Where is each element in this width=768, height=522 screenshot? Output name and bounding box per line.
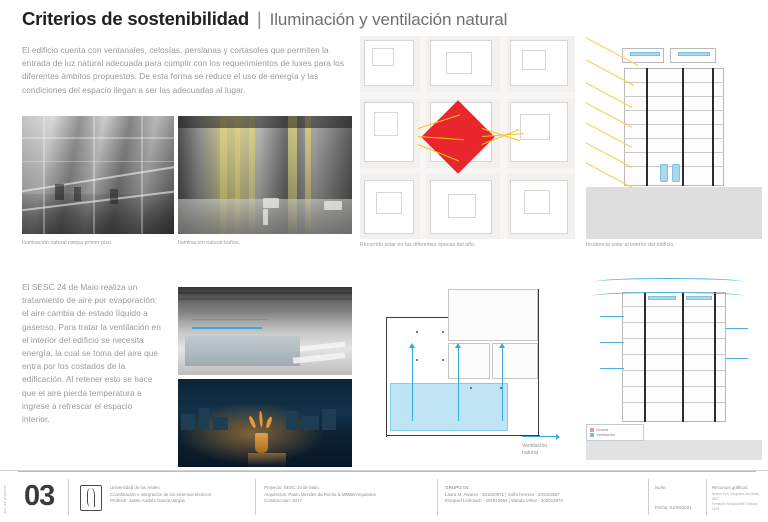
board-header xyxy=(22,8,748,34)
university-info xyxy=(110,485,250,505)
caption-solar-map: Recorrido solar en las diferentes épocas del año. xyxy=(360,242,476,248)
course-name: Coordinación e integración de los sistemas técnicos xyxy=(110,491,212,497)
page-subtitle: Iluminación y ventilación natural xyxy=(269,10,508,29)
ventilation-paragraph: El SESC 24 de Maio realiza un tratamiento de aire por evaporación: el aire cambia de estado líquido a gaseoso. Para tratar la ventilación en el interior del edificio se necesita energía, la cual se toma del aire que entra por los costados de la edificación. Al retener esto se hace que el aire pierda temperatura e ingrese a refrescar el espacio interior. xyxy=(22,282,161,425)
footer-divider xyxy=(18,471,756,472)
group-members-row-2: Ezequiel Leibovich - 201912984 | Wanda Vélez - 202013870 xyxy=(445,498,563,504)
sheet-number: 03 xyxy=(24,480,55,512)
footer-separator xyxy=(706,479,707,515)
footer-separator xyxy=(648,479,649,515)
project-construction-year: Construcción: 2017 xyxy=(264,498,302,504)
professor-name: Profesor: Jaime Andrés García Vargas xyxy=(110,498,185,504)
caption-solar-section: Incidencia solar al interior del edificio. xyxy=(586,242,675,248)
resources-credit-2: Fernando Schapochnik, Dibujos, 2019 xyxy=(712,501,759,511)
project-name: Proyecto: SESC 24 de Maio xyxy=(264,485,319,490)
group-members-row-1: Laura M. Álvarez - 201820571 | Sofía Herrera - 201923557 xyxy=(445,491,560,497)
group-info xyxy=(445,485,643,505)
photo-bathroom-daylight xyxy=(178,116,352,234)
title-separator: | xyxy=(256,9,262,29)
footer-separator xyxy=(437,479,438,515)
board-footer xyxy=(0,470,768,522)
photo-pool-interior xyxy=(178,287,352,375)
group-title: GRUPO 04 xyxy=(445,485,469,490)
ventilation-legend xyxy=(586,424,644,441)
lighting-paragraph: El edificio cuenta con ventanales, celosías, persianas y cortasoles que permiten la entrada de luz natural adecuada para cumplir con los requerimientos de luxes para los diferentes ámbitos propuestos. De esta forma se reduce el uso de energía y las condiciones del espacio llegan a ser las adecuadas al lugar. xyxy=(22,45,345,95)
date-label: Fecha: 01/09/2021 xyxy=(655,505,692,510)
graphic-resources xyxy=(712,485,766,512)
caption-bathroom: Iluminación natural baños. xyxy=(178,240,241,246)
photo-night-installation xyxy=(178,379,352,467)
footer-separator xyxy=(255,479,256,515)
legend-label-ventilacion: Ventilación xyxy=(596,433,615,437)
resources-credit-1: Nelson Kon, fotografía, ArchDaily, 2017 xyxy=(712,491,760,501)
solar-path-urban-map xyxy=(360,36,575,239)
north-label: Norte xyxy=(655,485,666,490)
section-solar-incidence xyxy=(586,36,762,239)
legend-swatch-ventilacion xyxy=(590,433,594,437)
caption-ramp: Iluminación natural rampa primer piso. xyxy=(22,240,113,246)
legend-label-ductos: Ductos xyxy=(596,427,609,432)
legend-swatch-ductos xyxy=(590,428,594,432)
university-name: Universidad de los Andes xyxy=(110,485,160,490)
sheet-number-label: No. de plancha xyxy=(3,485,7,514)
floor-plan-ventilation xyxy=(360,287,575,457)
university-logo-icon xyxy=(80,485,102,511)
legend-item xyxy=(590,428,640,432)
page-title: Criterios de sostenibilidad xyxy=(22,8,249,29)
ventilation-arrow xyxy=(522,436,556,437)
photo-ramp-daylight xyxy=(22,116,174,234)
legend-item xyxy=(590,433,640,437)
ventilation-natural-label: Ventilación natural xyxy=(522,443,548,456)
resources-title: Recursos gráficos: xyxy=(712,485,749,490)
footer-separator xyxy=(68,479,69,515)
project-architects: Arquitectos: Paulo Mendes da Rocha & MMBB Arquitetos xyxy=(264,491,376,497)
project-info xyxy=(264,485,432,505)
